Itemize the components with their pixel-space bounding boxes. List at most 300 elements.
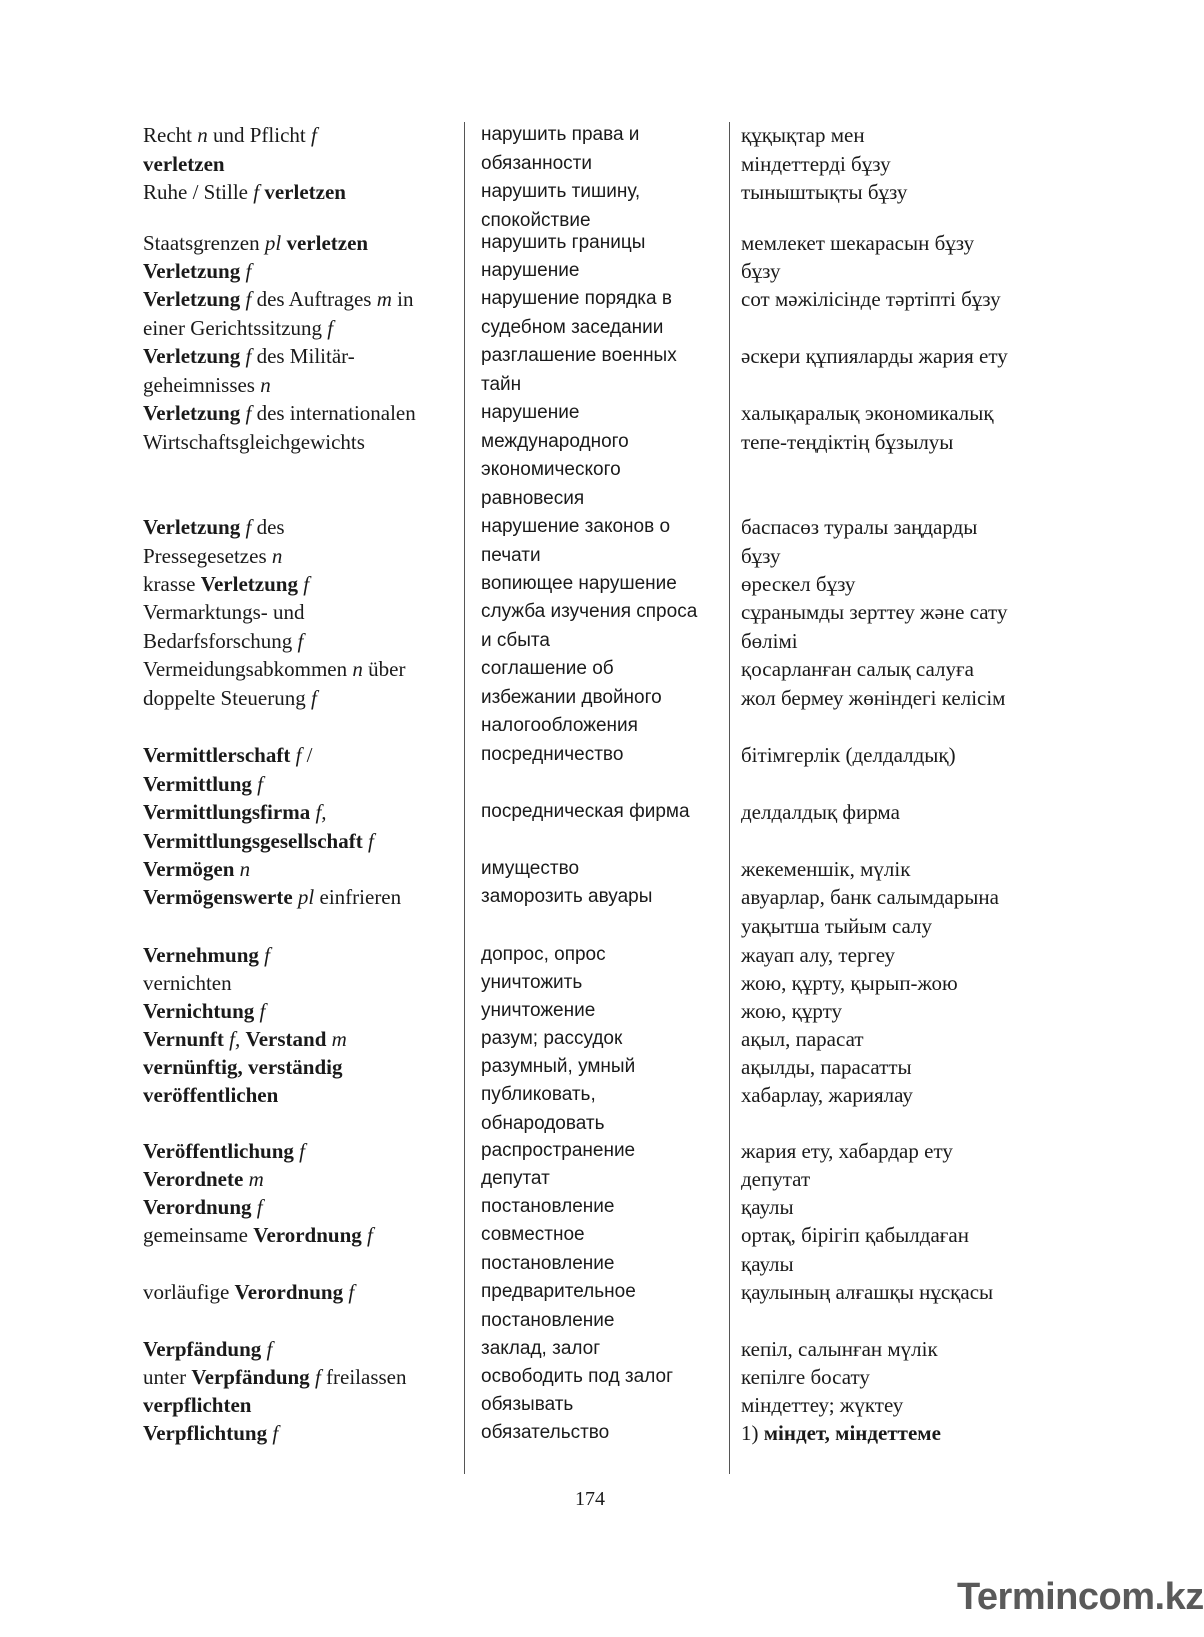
german-term (143, 598, 463, 655)
kk-text: міндет, міндеттеме (763, 1421, 941, 1445)
kk-line (741, 1081, 1151, 1110)
kk-text: бұзу (741, 259, 781, 283)
russian-translation (481, 655, 729, 741)
kk-line (741, 1250, 1151, 1279)
de-text: pl (264, 231, 282, 255)
de-text: krasse (143, 572, 201, 596)
de-text: f (295, 743, 302, 767)
kazakh-translation (741, 798, 1151, 827)
kazakh-translation (741, 997, 1151, 1026)
ru-line: печати (481, 544, 541, 566)
kk-text: тыныштықты бұзу (741, 180, 908, 204)
kk-line (741, 1025, 1151, 1054)
de-line (143, 121, 463, 150)
de-text: f (299, 1139, 305, 1163)
kk-line (741, 342, 1151, 371)
kk-line (741, 1221, 1151, 1250)
ru-line: равновесия (481, 487, 585, 509)
ru-line: и сбыта (481, 629, 550, 651)
kk-line (741, 1053, 1151, 1082)
russian-translation (481, 1137, 729, 1166)
kk-line (741, 798, 1151, 827)
de-line (143, 684, 463, 713)
ru-line: посредничество (481, 744, 624, 765)
kazakh-translation (741, 513, 1151, 570)
ru-line: нарушить тишину, (481, 181, 641, 202)
de-text: doppelte Steuerung (143, 685, 311, 710)
kazakh-translation (741, 342, 1151, 371)
de-text: Vernehmung (143, 943, 259, 967)
de-text: über (362, 657, 406, 681)
de-line (143, 770, 463, 799)
de-text: Vermeidungsabkommen (143, 657, 353, 681)
de-text: f (272, 1421, 279, 1445)
de-text: f, (315, 800, 327, 824)
german-term (143, 1081, 463, 1110)
de-text: Verordnung (253, 1223, 362, 1247)
de-text: des internationalen (251, 401, 416, 425)
de-text: f (253, 180, 260, 204)
ru-line: совместное (481, 1224, 585, 1245)
de-text: f (256, 1195, 263, 1219)
ru-line: нарушение (481, 402, 580, 423)
page-number: 174 (575, 1488, 605, 1510)
de-text: vernichten (143, 971, 232, 995)
de-text: Pressegesetzes (143, 543, 272, 568)
de-text: Verletzung (143, 515, 241, 539)
german-term (143, 399, 463, 456)
kk-line (741, 513, 1151, 542)
german-term (143, 883, 463, 912)
kk-line (741, 542, 1151, 571)
kazakh-translation (741, 1165, 1151, 1194)
ru-line: уничтожение (481, 1000, 596, 1021)
kk-line (741, 1165, 1151, 1194)
russian-translation (481, 969, 729, 998)
de-line (143, 1419, 463, 1448)
de-text: Vermögenswerte (143, 885, 293, 909)
russian-translation (481, 1278, 729, 1335)
ru-line: постановление (481, 1309, 615, 1331)
russian-translation (481, 741, 729, 770)
kk-line (741, 257, 1151, 286)
kazakh-translation (741, 121, 1151, 207)
german-term (143, 1193, 463, 1222)
de-text: einfrieren (314, 885, 402, 909)
kk-line (741, 121, 1151, 150)
ru-line: разглашение военных (481, 345, 677, 366)
russian-translation (481, 1193, 729, 1222)
kk-text: ақыл, парасат (741, 1027, 864, 1051)
de-text: verletzen (143, 151, 225, 176)
ru-line: нарушение законов о (481, 516, 671, 537)
russian-translation (481, 798, 729, 827)
kk-line (741, 285, 1151, 314)
russian-translation (481, 997, 729, 1026)
kk-text: депутат (741, 1167, 811, 1191)
german-term (143, 121, 463, 207)
kk-line (741, 655, 1151, 684)
de-text: Verstand (245, 1027, 327, 1051)
kk-line (741, 883, 1151, 912)
kazakh-translation (741, 1221, 1151, 1278)
kk-line (741, 1278, 1151, 1307)
ru-line: распространение (481, 1140, 636, 1161)
kk-text: бітімгерлік (делдалдық) (741, 743, 956, 767)
kk-line (741, 570, 1151, 599)
de-text: f (327, 315, 334, 340)
de-text: Verletzung (143, 344, 241, 368)
kk-line (741, 1193, 1151, 1222)
ru-line: заклад, залог (481, 1338, 601, 1359)
russian-translation (481, 1335, 729, 1364)
kk-line (741, 1419, 1151, 1448)
kk-text: жауап алу, тергеу (741, 943, 896, 967)
german-term (143, 1221, 463, 1250)
kk-line (741, 1335, 1151, 1364)
de-line (143, 285, 463, 314)
kazakh-translation (741, 257, 1151, 286)
de-text: f (367, 828, 374, 853)
german-term (143, 798, 463, 855)
kazakh-translation (741, 399, 1151, 456)
ru-line: тайн (481, 373, 522, 395)
german-term (143, 855, 463, 884)
de-text: Verordnung (143, 1195, 252, 1219)
kk-text: қаулы (741, 1195, 794, 1219)
de-text: n (239, 857, 251, 881)
russian-translation (481, 1165, 729, 1194)
de-line (143, 1081, 463, 1110)
ru-line: международного (481, 430, 629, 452)
kazakh-translation (741, 1137, 1151, 1166)
de-text: einer Gerichtssitzung (143, 315, 328, 340)
ru-line: служба изучения спроса (481, 601, 698, 622)
de-line (143, 1053, 463, 1082)
german-term (143, 969, 463, 998)
de-text: Veröffentlichung (143, 1139, 294, 1163)
german-term (143, 1137, 463, 1166)
german-term (143, 1278, 463, 1307)
kk-line (741, 997, 1151, 1026)
ru-line: нарушить права и (481, 124, 640, 145)
de-line (143, 1335, 463, 1364)
de-text: Verletzung (200, 572, 298, 596)
de-text: f (266, 1337, 273, 1361)
russian-translation (481, 513, 729, 570)
russian-translation (481, 121, 729, 235)
de-text: Verletzung (143, 287, 241, 311)
russian-translation (481, 285, 729, 342)
kk-text: жою, құрту (741, 999, 843, 1023)
german-term (143, 1419, 463, 1448)
german-term (143, 1053, 463, 1082)
ru-line: разумный, умный (481, 1056, 636, 1077)
russian-translation (481, 1221, 729, 1278)
ru-line: избежании двойного (481, 686, 662, 708)
kk-text: қаулының алғашқы нұсқасы (741, 1280, 994, 1304)
kk-line (741, 855, 1151, 884)
kazakh-translation (741, 1193, 1151, 1222)
kk-text: жою, құрту, қырып-жою (741, 971, 958, 995)
de-line (143, 1137, 463, 1166)
de-line (143, 257, 463, 286)
termincom-watermark-logo (951, 1568, 1204, 1624)
german-term (143, 1335, 463, 1364)
de-line (143, 798, 463, 827)
kk-line (741, 912, 1151, 941)
ru-line: экономического (481, 459, 621, 480)
de-text: f (310, 685, 317, 710)
de-text: vernünftig, verständig (143, 1055, 343, 1079)
ru-line: уничтожить (481, 972, 583, 993)
kk-line (741, 399, 1151, 428)
de-line (143, 883, 463, 912)
de-text: des (251, 515, 285, 539)
de-text: f (259, 999, 266, 1023)
kk-line (741, 969, 1151, 998)
german-term (143, 997, 463, 1026)
kazakh-translation (741, 1025, 1151, 1054)
de-text: Staatsgrenzen (143, 231, 265, 255)
ru-line: разум; рассудок (481, 1028, 623, 1049)
de-text: verpflichten (143, 1393, 252, 1417)
de-text: geheimnisses (143, 372, 261, 397)
kk-text: міндеттеу; жүктеу (741, 1393, 904, 1417)
de-line (143, 178, 463, 207)
russian-translation (481, 1391, 729, 1420)
russian-translation (481, 399, 729, 513)
de-text: / (301, 743, 313, 767)
de-text: f (348, 1280, 355, 1304)
de-text: Vermittlungsgesellschaft (143, 828, 363, 853)
de-text: f (264, 943, 271, 967)
de-line (143, 513, 463, 542)
kk-text: бөлімі (741, 628, 798, 653)
kk-line (741, 598, 1151, 627)
kk-text: сұранымды зерттеу және сату (741, 600, 1008, 624)
kazakh-translation (741, 1363, 1151, 1392)
de-text: Bedarfsforschung (143, 628, 298, 653)
ru-line: налогообложения (481, 715, 638, 736)
de-line (143, 1025, 463, 1054)
kazakh-translation (741, 229, 1151, 258)
de-text: f (297, 628, 304, 653)
kazakh-translation (741, 741, 1151, 770)
german-term (143, 1391, 463, 1420)
kk-text: құқықтар мен (741, 123, 865, 147)
de-line (143, 399, 463, 428)
kk-text: тепе-теңдіктің бұзылуы (741, 429, 954, 454)
de-text: Vermittlungsfirma (143, 800, 311, 824)
de-line (143, 827, 463, 856)
de-line (143, 598, 463, 627)
de-line (143, 229, 463, 258)
ru-line: освободить под залог (481, 1366, 674, 1387)
kazakh-translation (741, 285, 1151, 314)
german-term (143, 1165, 463, 1194)
kk-text: уақытша тыйым салу (741, 913, 933, 938)
german-term (143, 1025, 463, 1054)
de-text: f (245, 515, 252, 539)
kk-text: халықаралық экономикалық (741, 401, 994, 425)
kazakh-translation (741, 1335, 1151, 1364)
de-text: m (248, 1167, 264, 1191)
de-text: vorläufige (143, 1280, 235, 1304)
de-text: f (245, 344, 252, 368)
de-text: f (245, 259, 252, 283)
ru-line: постановление (481, 1196, 615, 1217)
kk-line (741, 150, 1151, 179)
de-text: n (197, 123, 208, 147)
german-term (143, 229, 463, 258)
ru-line: посредническая фирма (481, 801, 690, 822)
russian-translation (481, 1419, 729, 1448)
german-term (143, 285, 463, 342)
kazakh-translation (741, 1081, 1151, 1110)
ru-line: нарушение (481, 260, 580, 281)
kazakh-translation (741, 570, 1151, 599)
de-text: Verpfändung (143, 1337, 262, 1361)
de-text: gemeinsame (143, 1223, 254, 1247)
ru-line: соглашение об (481, 658, 614, 679)
ru-line: вопиющее нарушение (481, 573, 677, 594)
german-term (143, 513, 463, 570)
russian-translation (481, 342, 729, 399)
de-line (143, 1391, 463, 1420)
de-text: Verletzung (143, 401, 241, 425)
de-text: Vermittlung (143, 771, 252, 796)
kk-line (741, 627, 1151, 656)
de-line (143, 855, 463, 884)
de-line (143, 570, 463, 599)
ru-line: заморозить авуары (481, 886, 653, 907)
german-term (143, 342, 463, 399)
kk-text: жол бермеу жөніндегі келісім (741, 685, 1006, 710)
kk-text: 1) (741, 1421, 764, 1445)
ru-line: публиковать, (481, 1084, 596, 1105)
de-text: Wirtschaftsgleichgewichts (143, 429, 365, 454)
kk-text: қосарланған салық салуға (741, 657, 974, 681)
de-text: Verpfändung (191, 1365, 310, 1389)
de-text: f (245, 401, 252, 425)
de-text: Vermögen (143, 857, 235, 881)
german-term (143, 655, 463, 712)
kk-text: бұзу (741, 543, 781, 568)
de-text: unter (143, 1365, 192, 1389)
russian-translation (481, 1025, 729, 1054)
russian-translation (481, 941, 729, 970)
russian-translation (481, 598, 729, 655)
de-text: f, (229, 1027, 241, 1051)
de-text: f (310, 123, 317, 147)
watermark-text: Termincom.kz (957, 1576, 1204, 1618)
kk-text: өрескел бұзу (741, 572, 856, 596)
de-text: verletzen (264, 180, 346, 204)
russian-translation (481, 257, 729, 286)
kk-text: авуарлар, банк салымдарына (741, 885, 999, 909)
de-text: Recht (143, 123, 198, 147)
de-text: n (260, 372, 271, 397)
kazakh-translation (741, 855, 1151, 884)
kk-text: қаулы (741, 1251, 794, 1276)
de-text: m (376, 287, 392, 311)
de-line (143, 969, 463, 998)
kk-text: хабарлау, жариялау (741, 1083, 913, 1107)
german-term (143, 1363, 463, 1392)
kazakh-translation (741, 1419, 1151, 1448)
kk-text: ақылды, парасатты (741, 1055, 912, 1079)
german-term (143, 741, 463, 798)
de-text: Vernichtung (143, 999, 255, 1023)
ru-line: обязательство (481, 1422, 610, 1443)
de-line (143, 1363, 463, 1392)
de-line (143, 1165, 463, 1194)
ru-line: депутат (481, 1168, 550, 1189)
kazakh-translation (741, 1053, 1151, 1082)
de-line (143, 1278, 463, 1307)
russian-translation (481, 570, 729, 599)
kk-text: кепілге босату (741, 1365, 870, 1389)
de-text: pl (297, 885, 315, 909)
de-line (143, 1193, 463, 1222)
kk-line (741, 1391, 1151, 1420)
russian-translation (481, 1081, 729, 1138)
de-text: verletzen (286, 231, 369, 255)
kk-text: мемлекет шекарасын бұзу (741, 231, 975, 255)
de-line (143, 542, 463, 571)
ru-line: постановление (481, 1252, 615, 1274)
kk-line (741, 178, 1151, 207)
de-text: Verletzung (143, 259, 241, 283)
russian-translation (481, 1363, 729, 1392)
kk-line (741, 684, 1151, 713)
de-text: n (352, 657, 363, 681)
ru-line: предварительное (481, 1281, 636, 1302)
russian-translation (481, 229, 729, 258)
kazakh-translation (741, 598, 1151, 655)
kk-line (741, 741, 1151, 770)
de-line (143, 627, 463, 656)
kazakh-translation (741, 1391, 1151, 1420)
de-text: f (303, 572, 310, 596)
de-text: Verpflichtung (143, 1421, 268, 1445)
de-line (143, 941, 463, 970)
german-term (143, 257, 463, 286)
de-text: freilassen (320, 1365, 407, 1389)
german-term (143, 941, 463, 970)
de-line (143, 428, 463, 457)
russian-translation (481, 883, 729, 912)
ru-line: спокойствие (481, 209, 591, 231)
kazakh-translation (741, 969, 1151, 998)
de-text: Vermittlerschaft (143, 743, 291, 767)
de-text: f (367, 1223, 373, 1247)
kk-line (741, 428, 1151, 457)
de-text: n (271, 543, 283, 568)
de-text: f (314, 1365, 321, 1389)
kk-text: кепіл, салынған мүлік (741, 1337, 938, 1361)
kk-text: міндеттерді бұзу (741, 151, 891, 176)
de-text: Ruhe / Stille (143, 180, 254, 204)
ru-line: нарушить границы (481, 232, 646, 253)
de-text: und Pflicht (207, 123, 311, 147)
ru-line: нарушение порядка в (481, 288, 672, 309)
ru-line: обязывать (481, 1394, 574, 1415)
kk-text: ортақ, бірігіп қабылдаған (741, 1223, 969, 1247)
de-text: f (257, 771, 263, 796)
kk-text: баспасөз туралы заңдарды (741, 515, 978, 539)
